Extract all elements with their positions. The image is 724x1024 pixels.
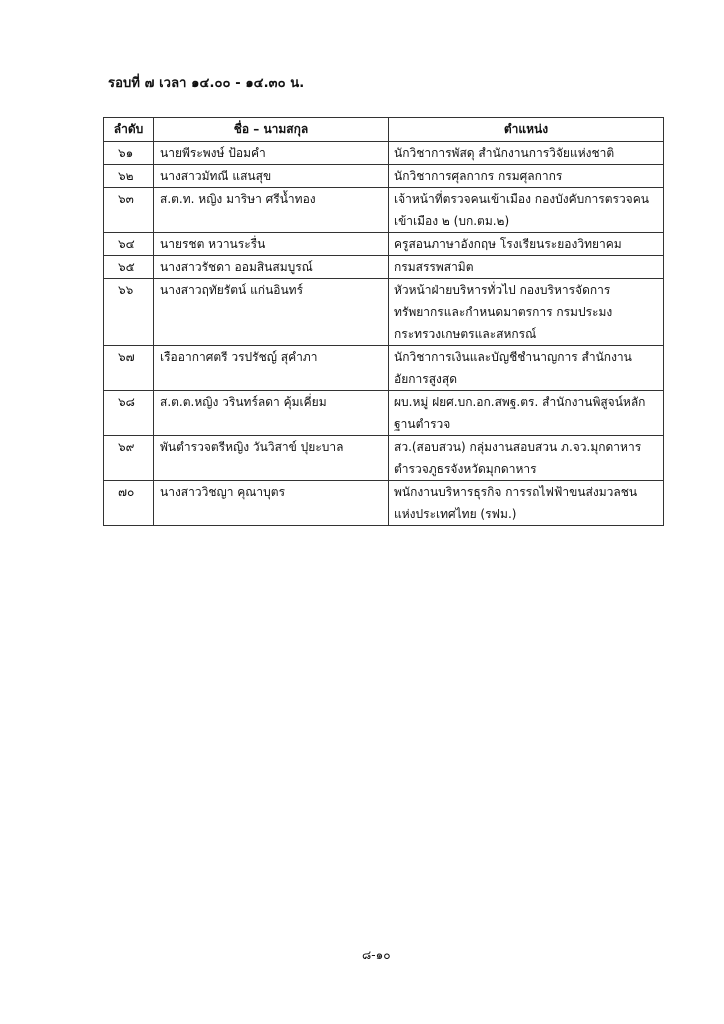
row-number: ๗๐ <box>104 481 154 526</box>
row-name: นางสาวมัทณี แสนสุข <box>154 165 389 188</box>
schedule-table <box>103 117 664 526</box>
row-position: นักวิชาการศุลกากร กรมศุลกากร <box>389 165 664 188</box>
row-number: ๖๕ <box>104 256 154 279</box>
row-number: ๖๘ <box>104 391 154 436</box>
row-position: หัวหน้าฝ่ายบริหารทั่วไป กองบริหารจัดการทรัพยากรและกำหนดมาตรการ กรมประมง กระทรวงเกษตรและสหกรณ์ <box>389 279 664 346</box>
row-position: ครูสอนภาษาอังกฤษ โรงเรียนระยองวิทยาคม <box>389 233 664 256</box>
row-name: นายพีระพงษ์ ป้อมคำ <box>154 142 389 165</box>
row-number: ๖๙ <box>104 436 154 481</box>
table-header-row <box>104 118 664 142</box>
row-name: ส.ต.ท. หญิง มาริษา ศรีน้ำทอง <box>154 188 389 233</box>
row-position: พนักงานบริหารธุรกิจ การรถไฟฟ้าขนส่งมวลชนแห่งประเทศไทย (รฟม.) <box>389 481 664 526</box>
row-number: ๖๖ <box>104 279 154 346</box>
table-row <box>104 346 664 391</box>
table-row <box>104 142 664 165</box>
row-number: ๖๔ <box>104 233 154 256</box>
row-position: นักวิชาการเงินและบัญชีชำนาญการ สำนักงานอัยการสูงสุด <box>389 346 664 391</box>
header-no: ลำดับ <box>104 118 154 142</box>
table-row <box>104 481 664 526</box>
round-heading: รอบที่ ๗ เวลา ๑๔.๐๐ - ๑๔.๓๐ น. <box>108 76 305 91</box>
table-row <box>104 256 664 279</box>
page-number: ๘-๑๐ <box>362 948 391 962</box>
table-row <box>104 165 664 188</box>
table-row <box>104 188 664 233</box>
row-number: ๖๗ <box>104 346 154 391</box>
row-position: นักวิชาการพัสดุ สำนักงานการวิจัยแห่งชาติ <box>389 142 664 165</box>
row-number: ๖๒ <box>104 165 154 188</box>
row-name: นายรชต หวานระรื่น <box>154 233 389 256</box>
row-position: สว.(สอบสวน) กลุ่มงานสอบสวน ภ.จว.มุกดาหาร ตำรวจภูธรจังหวัดมุกดาหาร <box>389 436 664 481</box>
row-number: ๖๑ <box>104 142 154 165</box>
row-name: นางสาวฤทัยรัตน์ แก่นอินทร์ <box>154 279 389 346</box>
table-row <box>104 233 664 256</box>
row-name: เรืออากาศตรี วรปรัชญ์ สุคำภา <box>154 346 389 391</box>
table-row <box>104 436 664 481</box>
row-name: พันตำรวจตรีหญิง วันวิสาข์ ปุยะบาล <box>154 436 389 481</box>
row-position: กรมสรรพสามิต <box>389 256 664 279</box>
row-number: ๖๓ <box>104 188 154 233</box>
table-row <box>104 279 664 346</box>
header-position: ตำแหน่ง <box>389 118 664 142</box>
row-position: เจ้าหน้าที่ตรวจคนเข้าเมือง กองบังคับการตรวจคนเข้าเมือง ๒ (บก.ตม.๒) <box>389 188 664 233</box>
row-position: ผบ.หมู่ ฝยศ.บก.อก.สพฐ.ตร. สำนักงานพิสูจน์หลักฐานตำรวจ <box>389 391 664 436</box>
row-name: นางสาววิชญา คุณาบุตร <box>154 481 389 526</box>
row-name: นางสาวรัชดา ออมสินสมบูรณ์ <box>154 256 389 279</box>
row-name: ส.ต.ต.หญิง วรินทร์ลดา คุ้มเคี่ยม <box>154 391 389 436</box>
table-row <box>104 391 664 436</box>
header-name: ชื่อ – นามสกุล <box>154 118 389 142</box>
